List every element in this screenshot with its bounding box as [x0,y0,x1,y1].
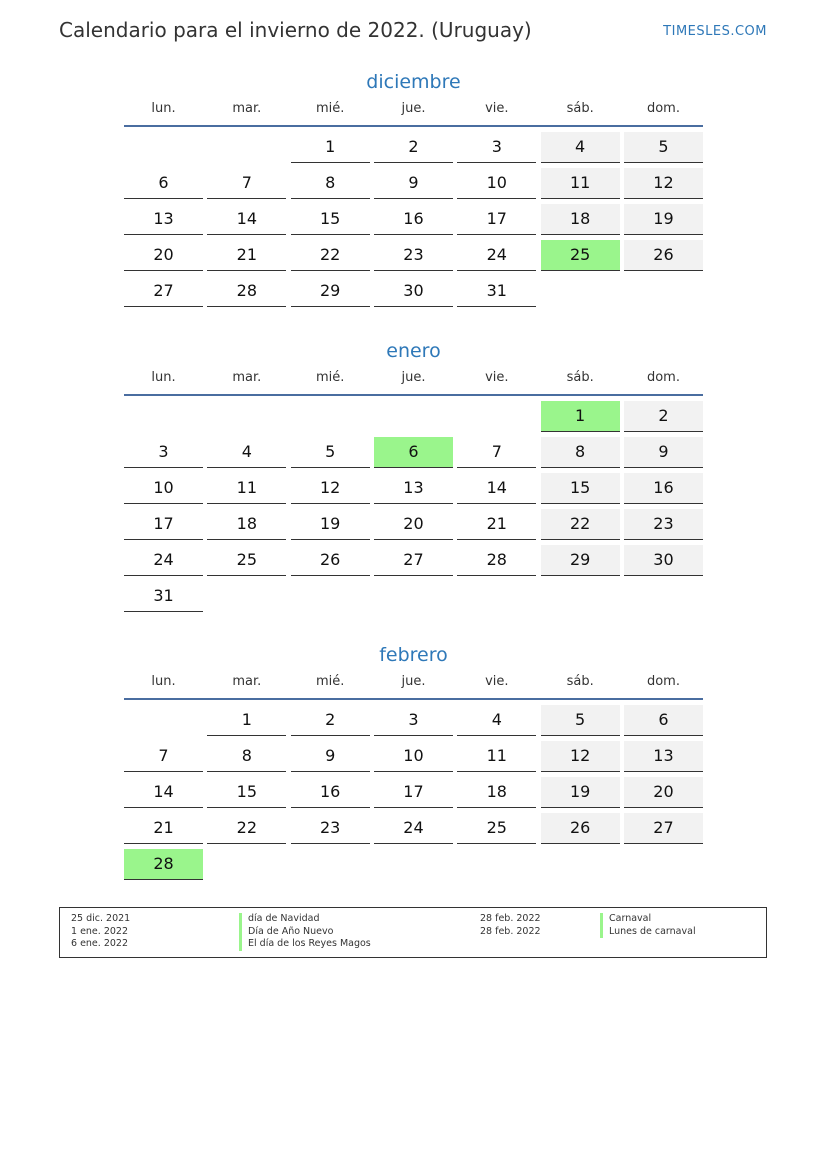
weekday-header-row [124,673,703,700]
day-cell: 21 [124,813,203,844]
empty-cell [207,401,286,432]
day-cell: 6 [624,705,703,736]
day-cell: 19 [541,777,620,808]
weekday-label: mar. [232,370,262,385]
weekday-header-row [124,369,703,396]
day-cell: 30 [374,276,453,307]
day-cell: 26 [541,813,620,844]
day-cell: 18 [207,509,286,540]
weekday-label: jue. [401,101,426,116]
day-cell: 7 [124,741,203,772]
day-cell: 15 [207,777,286,808]
day-cell: 12 [291,473,370,504]
empty-cell [207,132,286,163]
day-cell: 1 [207,705,286,736]
day-cell: 26 [624,240,703,271]
day-cell: 7 [207,168,286,199]
day-cell: 14 [124,777,203,808]
day-cell: 3 [457,132,536,163]
legend-date: 6 ene. 2022 [71,938,128,950]
day-cell: 2 [374,132,453,163]
day-cell: 6 [374,437,453,468]
weekday-header-row [124,100,703,127]
empty-cell [124,705,203,736]
page-title: Calendario para el invierno de 2022. (Uruguay) [59,18,532,42]
day-cell: 21 [457,509,536,540]
month-title: enero [386,340,441,362]
day-cell: 17 [124,509,203,540]
day-cell: 3 [374,705,453,736]
day-cell: 11 [207,473,286,504]
day-cell: 29 [541,545,620,576]
day-cell: 4 [457,705,536,736]
weekday-label: jue. [401,674,426,689]
day-cell: 8 [291,168,370,199]
day-cell: 14 [207,204,286,235]
day-cell: 10 [457,168,536,199]
day-cell: 19 [624,204,703,235]
day-cell: 20 [124,240,203,271]
legend-dates-right [480,913,541,938]
day-cell: 4 [207,437,286,468]
day-cell: 11 [541,168,620,199]
day-cell: 12 [541,741,620,772]
day-cell: 27 [374,545,453,576]
weekday-label: mié. [315,370,345,385]
day-cell: 5 [541,705,620,736]
weekday-label: vie. [485,101,509,116]
weekday-label: jue. [401,370,426,385]
day-cell: 9 [624,437,703,468]
day-cell: 20 [374,509,453,540]
legend-date: 28 feb. 2022 [480,925,541,937]
day-cell: 5 [624,132,703,163]
weekday-label: lun. [151,370,176,385]
day-cell: 28 [207,276,286,307]
day-cell: 27 [624,813,703,844]
weekday-label: dom. [646,370,680,385]
day-cell: 10 [124,473,203,504]
day-cell: 2 [624,401,703,432]
month-title: diciembre [366,71,461,93]
legend-date: 25 dic. 2021 [71,913,131,924]
day-cell: 24 [124,545,203,576]
weekday-label: lun. [151,674,176,689]
day-cell: 5 [291,437,370,468]
site-logo[interactable]: TIMESLES.COM [663,24,767,39]
day-cell: 29 [291,276,370,307]
weekday-label: sáb. [566,674,594,689]
day-cell: 10 [374,741,453,772]
month-2 [124,643,703,880]
day-cell: 27 [124,276,203,307]
day-cell: 4 [541,132,620,163]
day-cell: 23 [374,240,453,271]
day-cell: 28 [124,849,203,880]
day-grid [124,132,703,307]
day-cell: 22 [207,813,286,844]
day-cell: 7 [457,437,536,468]
empty-cell [374,401,453,432]
day-cell: 15 [541,473,620,504]
day-cell: 26 [291,545,370,576]
day-cell: 22 [541,509,620,540]
day-cell: 18 [541,204,620,235]
month-0 [124,70,703,307]
weekday-label: mié. [315,674,345,689]
day-cell: 9 [374,168,453,199]
legend-names-right [600,913,696,938]
day-cell: 20 [624,777,703,808]
legend-date: 1 ene. 2022 [71,925,128,937]
day-cell: 25 [541,240,620,271]
weekday-label: dom. [646,674,680,689]
legend-dates-left [71,913,130,951]
day-cell: 13 [624,741,703,772]
day-cell: 14 [457,473,536,504]
day-cell: 23 [291,813,370,844]
empty-cell [457,401,536,432]
legend-holiday-name: Carnaval [600,913,696,926]
empty-cell [291,401,370,432]
day-cell: 8 [541,437,620,468]
day-cell: 2 [291,705,370,736]
day-cell: 11 [457,741,536,772]
day-cell: 28 [457,545,536,576]
day-cell: 12 [624,168,703,199]
day-cell: 31 [124,581,203,612]
weekday-label: sáb. [566,101,594,116]
empty-cell [124,401,203,432]
day-cell: 22 [291,240,370,271]
day-cell: 13 [124,204,203,235]
day-cell: 13 [374,473,453,504]
day-cell: 23 [624,509,703,540]
day-cell: 16 [374,204,453,235]
weekday-label: mar. [232,101,262,116]
day-cell: 16 [291,777,370,808]
weekday-label: mar. [232,674,262,689]
holiday-legend [59,907,767,958]
day-grid [124,401,703,612]
day-cell: 1 [541,401,620,432]
day-cell: 9 [291,741,370,772]
day-cell: 3 [124,437,203,468]
weekday-label: mié. [315,101,345,116]
month-1 [124,339,703,612]
day-cell: 19 [291,509,370,540]
day-cell: 8 [207,741,286,772]
day-cell: 15 [291,204,370,235]
day-grid [124,705,703,880]
day-cell: 24 [374,813,453,844]
legend-date: 28 feb. 2022 [480,913,541,924]
legend-holiday-name: día de Navidad [239,913,371,926]
day-cell: 24 [457,240,536,271]
legend-holiday-name: El día de los Reyes Magos [239,938,371,951]
day-cell: 1 [291,132,370,163]
day-cell: 21 [207,240,286,271]
day-cell: 6 [124,168,203,199]
legend-holiday-name: Día de Año Nuevo [239,926,371,939]
legend-holiday-name: Lunes de carnaval [600,926,696,939]
weekday-label: dom. [646,101,680,116]
weekday-label: vie. [485,674,509,689]
empty-cell [124,132,203,163]
day-cell: 16 [624,473,703,504]
day-cell: 17 [374,777,453,808]
day-cell: 31 [457,276,536,307]
weekday-label: sáb. [566,370,594,385]
legend-names-left [239,913,371,951]
month-title: febrero [379,644,448,666]
day-cell: 30 [624,545,703,576]
day-cell: 25 [207,545,286,576]
day-cell: 17 [457,204,536,235]
weekday-label: vie. [485,370,509,385]
day-cell: 25 [457,813,536,844]
weekday-label: lun. [151,101,176,116]
day-cell: 18 [457,777,536,808]
